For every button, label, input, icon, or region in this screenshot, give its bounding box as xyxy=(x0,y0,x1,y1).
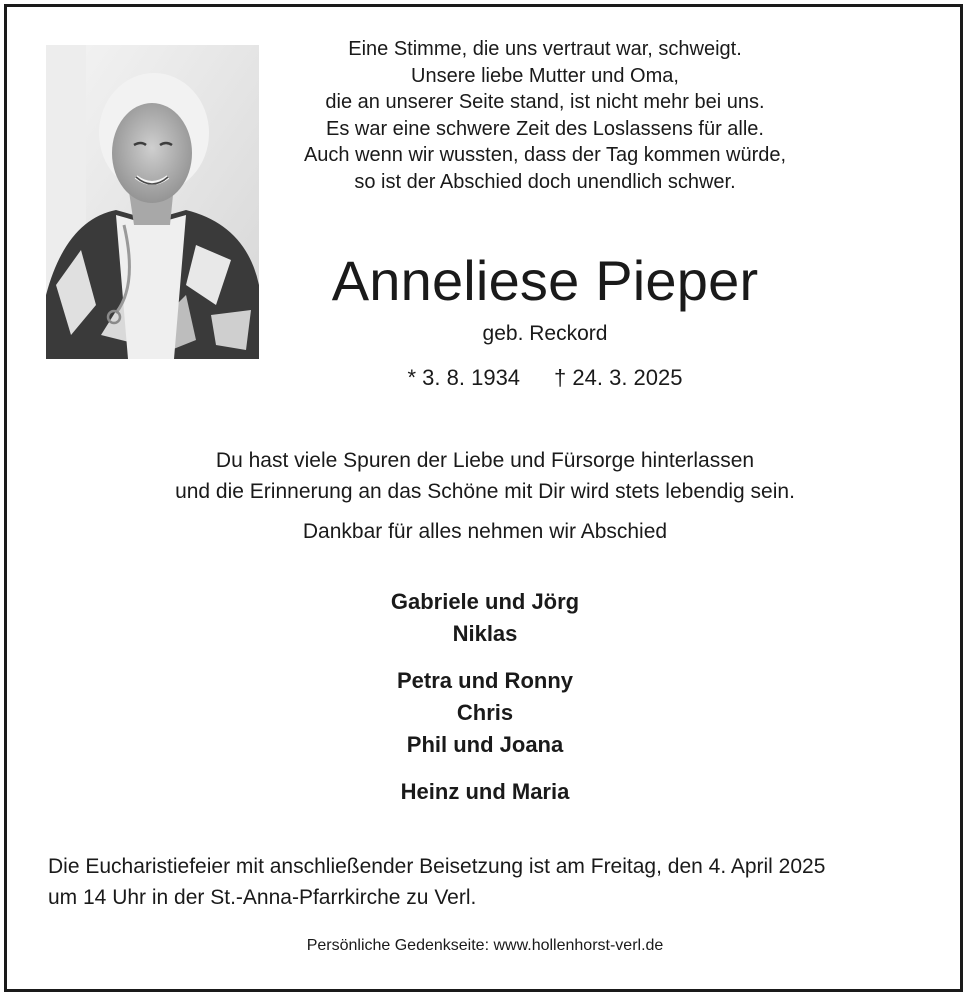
memorial-page-link: Persönliche Gedenkseite: www.hollenhorst-verl.de xyxy=(306,937,664,954)
intro-line: Eine Stimme, die uns vertraut war, schweigt. xyxy=(348,38,742,60)
mourner-name: Gabriele und Jörg xyxy=(390,589,580,614)
intro-line: Auch wenn wir wussten, dass der Tag kommen würde, xyxy=(303,144,787,166)
deceased-name: Anneliese Pieper xyxy=(331,249,759,312)
life-dates xyxy=(340,363,750,393)
service-line: Die Eucharistiefeier mit anschließender Beisetzung ist am Freitag, den 4. April 2025 xyxy=(48,855,826,878)
verse-line: Du hast viele Spuren der Liebe und Fürsorge hinterlassen xyxy=(215,449,755,472)
intro-line: Es war eine schwere Zeit des Loslassens für alle. xyxy=(326,117,764,140)
mourner-group xyxy=(235,665,735,761)
mourner-group xyxy=(235,776,735,808)
portrait-image xyxy=(46,45,259,359)
intro-line: so ist der Abschied doch unendlich schwer. xyxy=(354,170,736,193)
memorial-verse xyxy=(60,445,910,507)
mourner-name: Petra und Ronny xyxy=(396,668,573,693)
mourner-name: Chris xyxy=(456,700,514,725)
portrait-photo xyxy=(46,45,259,359)
intro-line: die an unserer Seite stand, ist nicht mehr bei uns. xyxy=(325,91,765,113)
mourners-list xyxy=(235,586,735,823)
maiden-name: geb. Reckord xyxy=(482,322,608,345)
mourner-name: Phil und Joana xyxy=(406,732,564,757)
death-date: † 24. 3. 2025 xyxy=(554,365,683,390)
mourner-name: Heinz und Maria xyxy=(400,779,570,804)
mourner-group xyxy=(235,586,735,650)
verse-line: und die Erinnerung an das Schöne mit Dir wird stets lebendig sein. xyxy=(175,480,795,503)
service-line: um 14 Uhr in der St.-Anna-Pfarrkirche zu Verl. xyxy=(48,886,477,909)
birth-date: * 3. 8. 1934 xyxy=(407,365,521,390)
service-details xyxy=(48,851,938,913)
intro-poem xyxy=(275,36,815,195)
mourner-name: Niklas xyxy=(452,621,518,646)
farewell-line: Dankbar für alles nehmen wir Abschied xyxy=(302,520,668,543)
intro-line: Unsere liebe Mutter und Oma, xyxy=(411,64,679,87)
